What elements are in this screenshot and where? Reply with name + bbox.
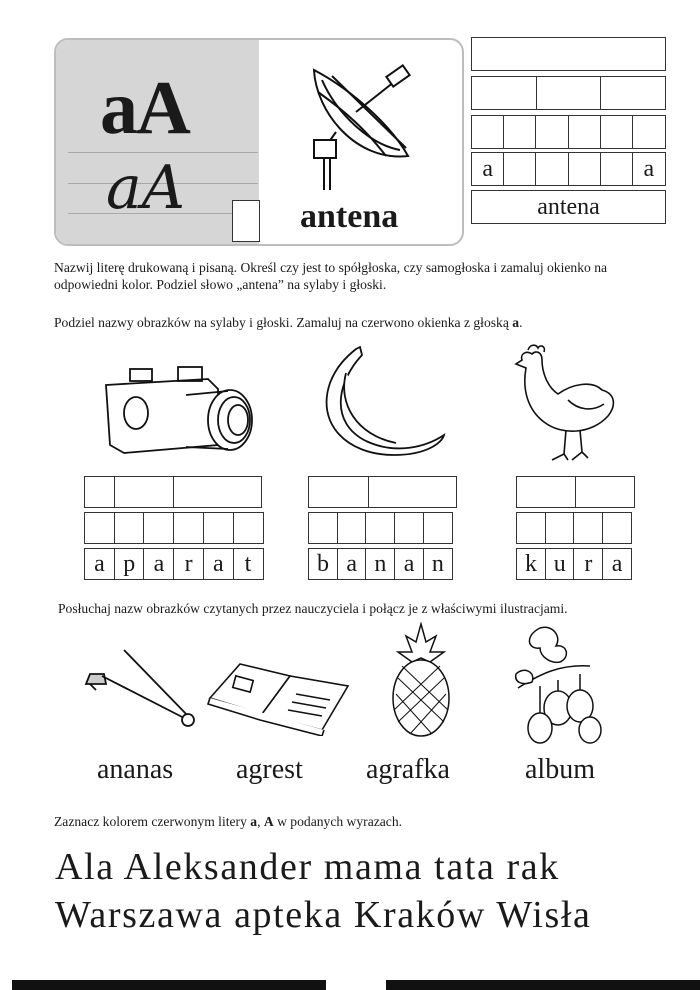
footer-bar-left bbox=[12, 980, 326, 990]
pineapple-icon bbox=[388, 622, 454, 740]
grid-cell[interactable] bbox=[84, 512, 115, 544]
text-line-2[interactable]: Warszawa apteka Kraków Wisła bbox=[55, 894, 592, 936]
letter-cell[interactable]: a bbox=[143, 548, 174, 580]
instruction-4-end: w podanych wyrazach. bbox=[273, 814, 403, 829]
grid-cell[interactable] bbox=[173, 512, 204, 544]
grid-cell[interactable] bbox=[632, 115, 666, 149]
letter-cell[interactable]: r bbox=[573, 548, 603, 580]
safety-pin-icon bbox=[76, 644, 198, 730]
letter-cell[interactable]: b bbox=[308, 548, 338, 580]
grid-row-letters bbox=[308, 512, 457, 544]
grid-cell[interactable] bbox=[503, 152, 537, 186]
instruction-2-letter: a bbox=[512, 315, 520, 330]
match-word[interactable]: ananas bbox=[97, 754, 174, 785]
grid-cell[interactable] bbox=[308, 476, 369, 508]
match-word[interactable]: agrafka bbox=[366, 754, 450, 785]
color-box[interactable] bbox=[232, 200, 260, 242]
printed-letters: aA bbox=[100, 66, 189, 150]
letter-cell[interactable]: k bbox=[516, 548, 546, 580]
grid-cell[interactable] bbox=[573, 512, 603, 544]
grid-cell[interactable] bbox=[575, 476, 635, 508]
grid-cell[interactable] bbox=[423, 512, 453, 544]
grid-cell[interactable] bbox=[600, 152, 634, 186]
card-word: antena bbox=[300, 198, 399, 235]
grid-cell[interactable] bbox=[471, 115, 505, 149]
grid-cell[interactable] bbox=[503, 115, 537, 149]
letter-cell[interactable]: r bbox=[173, 548, 204, 580]
grid-cell[interactable] bbox=[114, 476, 175, 508]
grid-cell[interactable] bbox=[536, 76, 602, 110]
grid-cell[interactable] bbox=[471, 76, 537, 110]
match-word[interactable]: agrest bbox=[236, 754, 303, 785]
instruction-4 bbox=[54, 813, 654, 830]
gooseberry-icon bbox=[510, 624, 604, 748]
grid-cell[interactable] bbox=[516, 512, 546, 544]
instruction-4-text: Zaznacz kolorem czerwonym litery bbox=[54, 814, 251, 829]
banana-icon bbox=[316, 343, 448, 457]
grid-cell[interactable]: a bbox=[632, 152, 666, 186]
handwritten-letters: aA bbox=[106, 153, 186, 223]
footer-bar-right bbox=[386, 980, 700, 990]
grid-row-letters bbox=[84, 512, 264, 544]
hen-grid bbox=[516, 476, 635, 580]
letter-cell[interactable]: u bbox=[545, 548, 575, 580]
grid-cell[interactable] bbox=[600, 115, 634, 149]
grid-cell[interactable] bbox=[203, 512, 234, 544]
grid-cell[interactable] bbox=[143, 512, 174, 544]
instruction-4-comma: , bbox=[257, 814, 264, 829]
grid-row-syllables bbox=[516, 476, 635, 508]
grid-row-answer bbox=[516, 548, 635, 580]
grid-cell[interactable]: antena bbox=[471, 190, 666, 224]
letter-cell[interactable]: n bbox=[365, 548, 395, 580]
text-line-1[interactable]: Ala Aleksander mama tata rak bbox=[55, 846, 560, 888]
grid-cell[interactable] bbox=[308, 512, 338, 544]
letter-cell[interactable]: a bbox=[203, 548, 234, 580]
instruction-4-letter-a: a bbox=[250, 814, 258, 829]
letter-cell[interactable]: a bbox=[337, 548, 367, 580]
open-book-icon bbox=[206, 658, 350, 736]
letter-cell[interactable]: a bbox=[84, 548, 115, 580]
instruction-2-end: . bbox=[519, 315, 523, 330]
instruction-2 bbox=[54, 314, 674, 331]
grid-row-syllables bbox=[471, 76, 666, 110]
camera-icon bbox=[100, 355, 260, 465]
camera-grid bbox=[84, 476, 264, 580]
instruction-4-letter-A: A bbox=[263, 814, 274, 829]
grid-cell[interactable] bbox=[602, 512, 632, 544]
grid-row-letters-filled bbox=[471, 152, 666, 186]
satellite-dish-icon bbox=[296, 52, 436, 192]
instruction-1: Nazwij literę drukowaną i pisaną. Określ czy jest to spółgłoska, czy samogłoska i zamaluj okienko na odpowiedni kolor. Podziel słowo „antena” na sylaby i głoski. bbox=[54, 260, 608, 292]
grid-row-word-filled bbox=[471, 190, 666, 224]
hen-icon bbox=[512, 340, 622, 470]
grid-cell[interactable] bbox=[173, 476, 262, 508]
grid-cell[interactable] bbox=[568, 115, 602, 149]
grid-row-letters bbox=[471, 115, 666, 149]
grid-cell[interactable] bbox=[394, 512, 424, 544]
grid-cell[interactable] bbox=[365, 512, 395, 544]
grid-cell[interactable] bbox=[471, 37, 666, 71]
letter-cell[interactable]: a bbox=[394, 548, 424, 580]
grid-cell[interactable] bbox=[337, 512, 367, 544]
grid-cell[interactable] bbox=[600, 76, 666, 110]
instruction-3: Posłuchaj nazw obrazków czytanych przez nauczyciela i połącz je z właściwymi ilustracjami. bbox=[58, 601, 568, 616]
word-division-grid bbox=[471, 37, 666, 224]
grid-cell[interactable] bbox=[84, 476, 115, 508]
grid-row-word bbox=[471, 37, 666, 71]
grid-row-answer bbox=[308, 548, 457, 580]
grid-cell[interactable] bbox=[233, 512, 264, 544]
grid-cell[interactable] bbox=[535, 115, 569, 149]
grid-cell[interactable] bbox=[114, 512, 145, 544]
grid-cell[interactable] bbox=[368, 476, 457, 508]
letter-card bbox=[54, 38, 464, 246]
grid-cell[interactable] bbox=[535, 152, 569, 186]
match-word[interactable]: album bbox=[525, 754, 595, 785]
letter-cell[interactable]: p bbox=[114, 548, 145, 580]
instruction-2-text: Podziel nazwy obrazków na sylaby i głoski. Zamaluj na czerwono okienka z głoską bbox=[54, 315, 513, 330]
letter-panel bbox=[56, 40, 259, 244]
letter-cell[interactable]: n bbox=[423, 548, 453, 580]
banana-grid bbox=[308, 476, 457, 580]
grid-cell[interactable] bbox=[545, 512, 575, 544]
grid-row-answer bbox=[84, 548, 264, 580]
grid-row-letters bbox=[516, 512, 635, 544]
letter-cell[interactable]: a bbox=[602, 548, 632, 580]
grid-row-syllables bbox=[308, 476, 457, 508]
grid-cell[interactable] bbox=[568, 152, 602, 186]
letter-cell[interactable]: t bbox=[233, 548, 264, 580]
grid-row-syllables bbox=[84, 476, 264, 508]
grid-cell[interactable] bbox=[516, 476, 576, 508]
grid-cell[interactable]: a bbox=[471, 152, 505, 186]
